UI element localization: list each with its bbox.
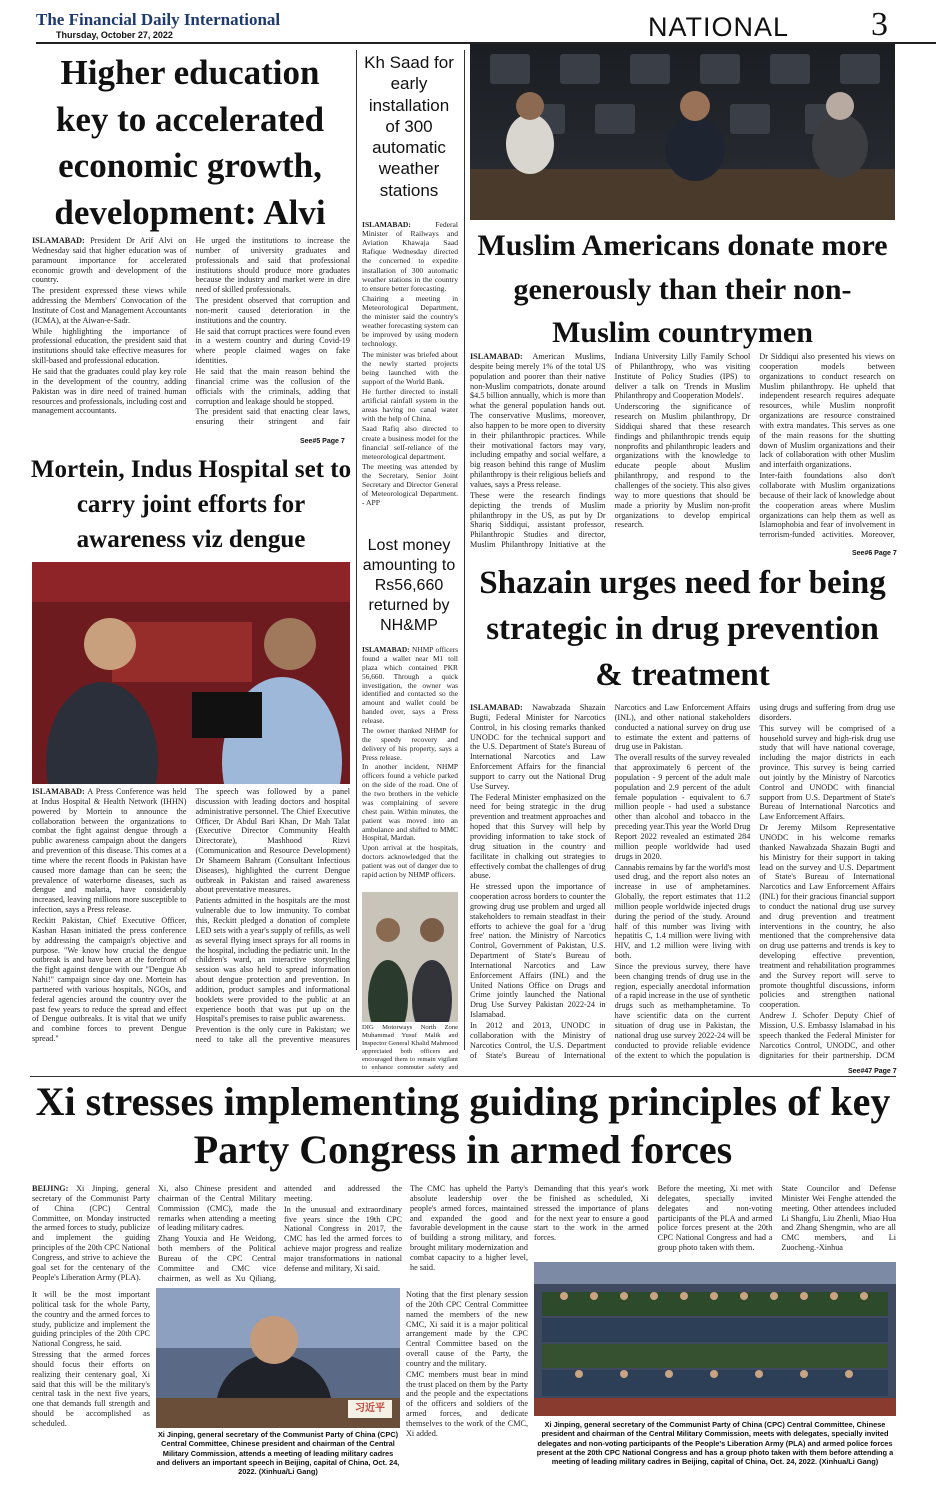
dateline: ISLAMABAD:	[362, 646, 410, 654]
section-rule	[30, 1076, 896, 1077]
paragraph: Patients admitted in the hospitals are the most vulnerable due to low immunity. To combat this, Reckitt pledged a donation of complete LED sets with a year's supply of refills, as well as several flying insect sprays for all rooms in the hospital, including the pediatric unit. In the children's ward, an interactive storytelling session was also held to spread information about dengue protection and prevention. In addition, product samples and informational booklets were provided to the public at an experience booth that was put up on the Hospital's premises to raise public awareness.	[195, 896, 350, 1024]
paragraph: Cannabis remains by far the world's most used drug, and the report also notes an increase in use of amphetamines. Globally, the report estimates that 11.2 million people worldwide injected drugs during the period of the study. Around half of this number was living with hepatitis C, 1.4 million were living with HIV, and 1.2 million were living with both.	[614, 862, 751, 961]
seminar-image	[470, 44, 895, 220]
nhmp-officers-photo	[362, 892, 458, 1022]
paragraph: He said that the main reason behind the financial crime was the collusion of the officials with the criminals, adding that corruption and leakage should be stopped.	[195, 366, 350, 406]
nhmp-caption: DIG Motorways North Zone Muhammad Yusuf Malik and Inspector General Khalid Mahmood appreciated both officers and encouraged them to remain vigilant to enhance commuter safety and	[362, 1024, 458, 1071]
alvi-headline: Higher education key to accelerated economic growth, development: Alvi	[54, 53, 326, 232]
lostmoney-body: ISLAMABAD: NHMP officers found a wallet near M1 toll plaza which contained PKR 56,660. Through a quick investigation, the owner was identified and contacted so the amount and wallet could be handed over, says a Press release. The owner thanked NHMP for the speedy recovery and delivery of his property, says a Press release. In another incident, NHMP officers found a vehicle parked on the side of the road. One of the two brothers in the vehicle was complaining of severe chest pain. Within minutes, the patient was moved into an ambulance and shifted to MMC Hospital, Mardan. Upon arrival at the hospitals, doctors acknowledged that the patient was out of danger due to rapid action by NHMP officers.	[362, 646, 458, 879]
paragraph: The meeting was attended by the Secretary, Senior Joint Secretary and Director General of Meteorological Department. - APP	[362, 461, 458, 508]
paragraph: Andrew J. Schofer Deputy Chief of Mission, U.S. Embassy Islamabad in his speech thanked the Federal Minister for Narcotics Control, UNODC, and other dignitaries for their partnership. DCM	[759, 1011, 895, 1060]
paragraph: Upon arrival at the hospitals, doctors acknowledged that the patient was out of danger due to rapid action by NHMP officers.	[362, 843, 458, 879]
khsaad-body: ISLAMABAD: Federal Minister of Railways and Aviation Khawaja Saad Rafique Wednesday directed the concerned to expedite installation of 300 automatic weather stations in the country to ensure better forecasting. Chairing a meeting in Meteorological Department, the minister said the country's weather forecasting system can be improved by using modern technology. The minister was briefed about the newly started projects being launched with the support of the World Bank. He further directed to install artificial rainfall system in the areas having no canal water with the help of China. Saad Rafiq also directed to create a business model for the financial self-reliance of the meteorological department. The meeting was attended by the Secretary, Senior Joint Secretary and Director General of Meteorological Department. - APP	[362, 220, 458, 508]
ips-seminar-photo	[470, 44, 895, 220]
paragraph: He stressed upon the importance of cooperation across borders to counter the growing drug use problem and urged all stakeholders to remain steadfast in their efforts to achieve the goal for a 'drug free' nation. the Ministry of Narcotics Control, Government of Pakistan, U.S. Department of State's Bureau of International Narcotics and Law Enforcement Affairs (INL) and the United Nations Office on Drugs and Crime jointly launched the National Drug Use Survey Pakistan 2022-24 in Islamabad.	[470, 882, 606, 1020]
press-conference-image	[32, 562, 350, 784]
paragraph: Saad Rafiq also directed to create a business model for the financial self-reliance of the meteorological department.	[362, 424, 458, 461]
mortein-headline: Mortein, Indus Hospital set to carry joint efforts for awareness viz dengue	[30, 456, 352, 553]
muslim-body: ISLAMABAD: American Muslims, despite being merely 1% of the total US population and poorer than their native non-Muslim compatriots, donate around $4.5 billion annually, which is more than what the general population hands out. The conservative Muslims, moreover, also happen to be more open to diversity in their philanthropic practices. While their motivational factors may vary, including empathy and social welfare, a big reason behind this range of Muslim philanthropy is their religious beliefs and values, says a Press release. These were the research findings depicting the trends of Muslim philanthropy in the US, as put by Dr Shariq Siddiqui, assistant professor, Philanthropic Studies and director, Muslim Philanthropy Initiative at the Indiana University Lilly Family School of Philanthropy, who was visiting Institute of Policy Studies (IPS) to deliver a talk on 'Trends in Muslim Philanthropy and Cooperation Models'. Underscoring the significance of research on Muslim philanthropy, Dr Siddiqui shared that these research findings and philanthropic trends equip nonprofits and philanthropic leaders and organizations with the knowledge to educate people about Muslim philanthropy, and respond to the challenges of the society. This also gives way to more questions that should be made a priority by Muslim non-profit organizations to develop empirical research. Dr Siddiqui also presented his views on cooperation models between organizations to conduct research on Muslim philanthropy. He upheld that independent research requires adequate resources, while Muslim nonprofit organizations are resource constrained with extra mandates. This serves as one of the main reasons for the shutting down of Muslim organizations and their lack of collaboration with other Muslim and interfaith organizations. Inter-faith foundations also don't collaborate with Muslim organizations because of their lack of knowledge about the cooperation areas where Muslim organizations can help them as well as Islamophobia and fear of involvement in terrorism-funded activities. Moreover,	[470, 352, 895, 550]
paragraph: The owner thanked NHMP for the speedy recovery and delivery of his property, says a Press release.	[362, 725, 458, 762]
dateline: ISLAMABAD:	[32, 236, 85, 245]
xi-speech-caption: Xi Jinping, general secretary of the Communist Party of China (CPC) Central Committee, Chinese president and chairman of the Central Military Commission, attends a meeting of leading military cadres and delivers an important speech in Beijing, capital of China, Oct. 24, 2022. (Xinhua/Li Gang)	[156, 1430, 400, 1476]
paragraph: The president observed that corruption and non-merit caused deterioration in the institutions and the country.	[195, 296, 350, 325]
dateline: ISLAMABAD:	[470, 703, 523, 712]
column-rule	[464, 50, 465, 1050]
paragraph: Demanding that this year's work be finished as scheduled, Xi stressed the importance of plans for the next year to ensure a good start to the work in the armed forces.	[534, 1184, 649, 1243]
paragraph: Zhang Youxia and He Weidong, both members of the Political Bureau of the CPC Central Committee and CMC vice chairmen, as well as Xu Qiliang, attended and addressed the meeting.	[158, 1184, 402, 1283]
mortein-photo	[32, 562, 350, 784]
paragraph: Chairing a meeting in Meteorological Department, the minister said the country's weather forecasting system can be improved by using modern technology.	[362, 293, 458, 349]
xi-speech-photo	[156, 1288, 400, 1428]
paragraph: He said that the graduates could play key role in the development of the country, adding Pakistan was in dire need of trained human resources and professionals, including cost and management accountants.	[32, 366, 187, 416]
nameplate: 习近平	[355, 1403, 385, 1414]
alvi-body: ISLAMABAD: President Dr Arif Alvi on Wednesday said that higher education was of paramount importance for accelerated economic growth and development of the country. The president expressed these views while addressing the Members' Convocation of the Institute of Cost and Management Accountants (ICMA), at the Aiwan-e-Sadr. While highlighting the importance of professional education, the president said that institutions should take effective measures for skill-based and professional education. He said that the graduates could play key role in the development of the country, adding Pakistan was in dire need of trained human resources and professionals, including cost and management accountants. He urged the institutions to increase the number of university graduates and professionals and said that professional institutions should produce more graduates because the industry and market were in dire need of skilled professionals. The president observed that corruption and non-merit caused deterioration in the institutions and the country. He said that corrupt practices were found even in a western country and during Covid-19 where people claimed wages on fake identities. He said that the main reason behind the financial crime was the collusion of the officials with the criminals, adding that corruption and leakage should be stopped. The president said that enacting clear laws, ensuring their stringent and fair	[32, 236, 350, 436]
xi-body-right	[534, 1184, 896, 1260]
paragraph: While highlighting the importance of professional education, the president said that institutions should take effective measures for skill-based and professional education.	[32, 326, 187, 366]
paragraph: The speech was followed by a panel discussion with leading doctors and hospital administrative personnel. The Chief Executive Officer, Dr Abdul Bari Khan, Dr Mah Talat (Executive Director Community Health Directorate), Mashhood Rizvi (Communication and Resource Development) Dr Shameem Bahram (Consultant Infectious Diseases), highlighted the current Dengue outbreak in Pakistan and raised awareness about preventative measures.	[195, 787, 350, 895]
newspaper-name: The Financial Daily International	[36, 10, 281, 29]
paragraph: Prevention is the only cure in Pakistan; we need to take all the preventive measures	[195, 1025, 350, 1045]
paragraph: These were the research findings depicting the trends of Muslim philanthropy in the US, as put by Dr Shariq Siddiqui, assistant professor, Philanthropic Studies and director, Muslim Philanthropy Initiative at the Indiana University Lilly Family School of Philanthropy, who was visiting Institute of Policy Studies (IPS) to deliver a talk on 'Trends in Muslim Philanthropy and Cooperation Models'.	[470, 352, 751, 550]
alvi-continuation: See#5 Page 7	[300, 438, 345, 445]
paragraph: Noting that the first plenary session of the 20th CPC Central Committee named the members of the new CMC, Xi said it is a major political arrangement made by the CPC Central Committee based on the overall cause of the Party, the country and the military.	[406, 1290, 528, 1368]
dateline: ISLAMABAD:	[470, 352, 523, 361]
paragraph: He further directed to install artificial rainfall system in the areas having no canal water with the help of China.	[362, 386, 458, 424]
paragraph: In 2012 and 2013, UNODC in collaboration with the Ministry of Narcotics Control, the U.S. Department of State's Bureau of International Narcotics and Law Enforcement Affairs (INL), and other national stakeholders conducted a national survey on drug use to estimate the extent and patterns of drug use in Pakistan.	[470, 703, 751, 1060]
lostmoney-headline: Lost money amounting to Rs56,660 returned by NH&MP	[362, 537, 456, 634]
shazain-headline: Shazain urges need for being strategic in drug prevention & treatment	[479, 565, 886, 694]
khsaad-headline: Kh Saad for early installation of 300 automatic weather stations	[364, 53, 454, 200]
paragraph: This survey will be comprised of a household survey and high-risk drug use study that will have national coverage, including the major districts in each province. This survey is being carried out jointly by the Ministry of Narcotics Control and UNODC with financial support from U.S. Department of State's Bureau of International Narcotics and Law Enforcement Affairs.	[759, 723, 895, 822]
paragraph: Xi, also Chinese president and chairman of the Central Military Commission (CMC), made the remarks when attending a meeting of leading military cadres.	[158, 1184, 276, 1233]
paragraph: He urged the institutions to increase the number of university graduates and professionals and said that professional institutions should produce more graduates because the industry and market were in dire need of skilled professionals.	[195, 236, 350, 295]
dateline: ISLAMABAD:	[32, 787, 85, 796]
paragraph: It will be the most important political task for the whole Party, the country and the armed forces to study, publicize and implement the guiding principles of the 20th CPC National Congress, he said.	[32, 1290, 150, 1349]
paragraph: Underscoring the significance of research on Muslim philanthropy, Dr Siddiqui shared that these research findings and philanthropic trends equip nonprofits and philanthropic leaders and organizations with the knowledge to educate people about Muslim philanthropy, and respond to the challenges of the society. This also gives way to more questions that should be made a priority by Muslim non-profit organizations to develop empirical research.	[614, 402, 751, 530]
paragraph: The Federal Minister emphasized on the need for being strategic in the drug prevention and treatment approaches and hoped that this Survey will help by providing information to take stock of drug situation in the country and facilitate in chalking out strategies to effectively combat the challenges of drug abuse.	[470, 792, 606, 881]
paragraph: Stressing that the armed forces should focus their efforts on realizing their centenary goal, Xi said that this will be the military's central task in the next five years, one that demands full strength and should be accomplished as scheduled.	[32, 1350, 150, 1428]
muslim-continuation: See#6 Page 7	[852, 550, 897, 557]
paragraph: The CMC has upheld the Party's absolute leadership over the people's armed forces, maintained and expanded the good and favorable development in the cause of building a strong military, and brought military modernization and combat capacity to a higher level, he said.	[410, 1184, 528, 1272]
paragraph: Before the meeting, Xi met with delegates, specially invited delegates and non-voting participants of the PLA and armed police forces present at the 20th CPC National Congress and had a group photo taken with them.	[657, 1184, 773, 1253]
dateline: ISLAMABAD:	[362, 220, 411, 229]
paragraph: In another incident, NHMP officers found a vehicle parked on the side of the road. One of the two brothers in the vehicle was complaining of severe chest pain. Within minutes, the patient was moved into an ambulance and shifted to MMC Hospital, Mardan.	[362, 762, 458, 843]
shazain-continuation: See#47 Page 7	[848, 1068, 897, 1075]
officers-image	[362, 892, 458, 1022]
masthead	[36, 8, 936, 44]
column-rule	[356, 50, 357, 1050]
paragraph: Dr Jeremy Milsom Representative UNODC in his welcome remarks thanked Nawabzada Shazain Bugti and his Ministry for their support in taking lead on the survey and U.S. Department of State's Bureau of International Narcotics and Law Enforcement Affairs (INL) for their gracious financial support to conduct the national drug use survey and drug prevention and treatment interventions in the country, he also mentioned that the comprehensive data on drug use patterns and trends is key to developing effective prevention, treatment and rehabilitation programmes and the Survey report will serve to promote thoughtful discussions, inform policies and strengthen national cooperation.	[759, 823, 895, 1010]
page-number: 3	[871, 6, 888, 43]
paragraph: Reckitt Pakistan, Chief Executive Officer, Kashan Hasan initiated the press conference by addressing the campaign's objective and purpose. "We know how crucial the dengue outbreak is and have been at the forefront of the fight against dengue with our "Dengue Ab Nahi!" campaign since day one. Mortein has partnered with various hospitals, NGOs, and federal agencies around the country over the past few years to reduce the spread and effect of Dengue outbreaks. It is vital that we unify and combine forces to prevent Dengue spread."	[32, 915, 187, 1044]
shazain-body: ISLAMABAD: Nawabzada Shazain Bugti, Federal Minister for Narcotics Control, in his closing remarks thanked UNODC for the technical support and the U.S. Department of State's Bureau of International Narcotics and Law Enforcement Affairs for the financial support to carry out the National Drug Use Survey. The Federal Minister emphasized on the need for being strategic in the drug prevention and treatment approaches and hoped that this Survey will help by providing information to take stock of drug situation in the country and facilitate in chalking out strategies to effectively combat the challenges of drug abuse. He stressed upon the importance of cooperation across borders to counter the growing drug use problem and urged all stakeholders to remain steadfast in their efforts to achieve the goal for a 'drug free' nation. the Ministry of Narcotics Control, Government of Pakistan, U.S. Department of State's Bureau of International Narcotics and Law Enforcement Affairs (INL) and the United Nations Office on Drugs and Crime jointly launched the National Drug Use Survey Pakistan 2022-24 in Islamabad. In 2012 and 2013, UNODC in collaboration with the Ministry of Narcotics Control, the U.S. Department of State's Bureau of International Narcotics and Law Enforcement Affairs (INL), and other national stakeholders conducted a national survey on drug use to estimate the extent and patterns of drug use in Pakistan. The overall results of the survey revealed that approximately 6 percent of the population - 9 percent of the adult male population and 2.9 percent of the adult female population - equivalent to 6.7 million people - had used a substance other than alcohol and tobacco in the preceding year.This year the World Drug Report 2022 revealed an estimated 284 million people worldwide had used drugs in 2020. Cannabis remains by far the world's most used drug, and the report also notes an increase in use of amphetamines. Globally, the report estimates that 11.2 million people worldwide injected drugs during the period of the study. Around half of this number was living with hepatitis C, 1.4 million were living with HIV, and 1.2 million were living with both. Since the previous survey, there have been changing trends of drug use in the region, especially anecdotal information of a rapid increase in the use of synthetic drugs such as methamphetamine. To have scientific data on the current situation of drug use in Pakistan, the national drug use survey 2022-24 will be conducted to provide reliable evidence of the extent to which the population is using drugs and suffering from drug use disorders. This survey will be comprised of a household survey and high-risk drug use study that will have national coverage, including the major districts in each province. This survey is being carried out jointly by the Ministry of Narcotics Control and UNODC with financial support from U.S. Department of State's Bureau of International Narcotics and Law Enforcement Affairs. Dr Jeremy Milsom Representative UNODC in his welcome remarks thanked Nawabzada Shazain Bugti and his Ministry for their support in taking lead on the survey and U.S. Department of State's Bureau of International Narcotics and Law Enforcement Affairs (INL) for their gracious financial support to conduct the national drug use survey and drug prevention and treatment interventions in the country, he also mentioned that the comprehensive data on drug use patterns and trends is key to developing effective prevention, treatment and rehabilitation programmes and the Survey report will serve to promote thoughtful discussions, inform policies and strengthen national cooperation. Andrew J. Schofer Deputy Chief of Mission, U.S. Embassy Islamabad in his speech thanked the Federal Minister for Narcotics Control, UNODC, and other dignitaries for their partnership. DCM	[470, 703, 895, 1067]
paragraph: CMC members must bear in mind the trust placed on them by the Party and the people and the expectations of the officers and soldiers of the armed forces, and dedicate themselves to the work of the CMC, Xi added.	[406, 1369, 528, 1438]
xi-headline: Xi stresses implementing guiding principles of key Party Congress in armed forces	[35, 1079, 891, 1172]
xi-body-col4	[406, 1290, 528, 1480]
paragraph: The president said that enacting clear laws, ensuring their stringent and fair	[195, 407, 350, 427]
paragraph: He said that corrupt practices were found even in a western country and during Covid-19 where people claimed wages on fake identities.	[195, 326, 350, 366]
xi-body-left: BEIJING: Xi Jinping, general secretary of the Communist Party of China (CPC) Central Committee, on Monday instructed the armed forces to study, publicize and implement the guiding principles of the 20th CPC National Congress, and strive to achieve the goal set for the centenary of the People's Liberation Army (PLA). Xi, also Chinese president and chairman of the Central Military Commission (CMC), made the remarks when attending a meeting of leading military cadres. Zhang Youxia and He Weidong, both members of the Political Bureau of the CPC Central Committee and CMC vice chairmen, as well as Xu Qiliang, attended and addressed the meeting. In the unusual and extraordinary five years since the 19th CPC National Congress in 2017, the CMC has led the armed forces to achieve major progress and realize major transformations in national defense and military, Xi said. The CMC has upheld the Party's absolute leadership over the people's armed forces, maintained and expanded the good and favorable development in the cause of building a strong military, and brought military modernization and combat capacity to a higher level, he said.	[32, 1184, 528, 1283]
paragraph: Inter-faith foundations also don't collaborate with Muslim organizations because of their lack of knowledge about the cooperation areas where Muslim organizations can help them as well as Islamophobia and fear of involvement in terrorism-funded activities. Moreover,	[759, 471, 895, 540]
dateline: BEIJING:	[32, 1184, 69, 1193]
group-photo-image	[534, 1262, 896, 1416]
paragraph: The overall results of the survey revealed that approximately 6 percent of the population - 9 percent of the adult male population and 2.9 percent of the adult female population - equivalent to 6.7 million people - had used a substance other than alcohol and tobacco in the preceding year.This year the World Drug Report 2022 revealed an estimated 284 million people worldwide had used drugs in 2020.	[614, 753, 751, 861]
paragraph: State Councilor and Defense Minister Wei Fenghe attended the meeting. Other attendees included Li Shangfu, Liu Zhenli, Miao Hua and Zhang Shengmin, who are all CMC members, and Li Zuocheng.-Xinhua	[781, 1184, 896, 1253]
paragraph: The minister was briefed about the newly started projects being launched with the support of the World Bank.	[362, 349, 458, 386]
xi-body-col1	[32, 1290, 150, 1480]
section-title: NATIONAL	[648, 12, 790, 42]
mortein-body: ISLAMABAD: A Press Conference was held at Indus Hospital & Health Network (IHHN) powered by Mortein to announce the collaboration between the organizations to combat the fight against dengue through a public awareness campaign about the dangers and prevention of this disease. This comes at a time where the recent floods in Pakistan have caused more damage than can be seen; the prevalence of waterborne diseases, such as dengue and malaria, have considerably increased, leaving millions more susceptible to infection, says a Press release. Reckitt Pakistan, Chief Executive Officer, Kashan Hasan initiated the press conference by addressing the campaign's objective and purpose. "We know how crucial the dengue outbreak is and have been at the forefront of the fight against dengue with our "Dengue Ab Nahi!" campaign since day one. Mortein has partnered with various hospitals, NGOs, and federal agencies around the country over the past few years to reduce the spread and effect of Dengue outbreaks. It is vital that we unify and combine forces to prevent Dengue spread." The speech was followed by a panel discussion with leading doctors and hospital administrative personnel. The Chief Executive Officer, Dr Abdul Bari Khan, Dr Mah Talat (Executive Director Community Health Directorate), Mashhood Rizvi (Communication and Resource Development) Dr Shameem Bahram (Consultant Infectious Diseases), highlighted the current Dengue outbreak in Pakistan and raised awareness about preventative measures. Patients admitted in the hospitals are the most vulnerable due to low immunity. To combat this, Reckitt pledged a donation of complete LED sets with a year's supply of refills, as well as several flying insect sprays for all rooms in the hospital, including the pediatric unit. In the children's ward, an interactive storytelling session was also held to spread information about dengue protection and prevention. In addition, product samples and informational booklets were provided to the public at an experience booth that was put up on the Hospital's premises to raise public awareness. Prevention is the only cure in Pakistan; we need to take all the preventive measures	[32, 787, 350, 1052]
paragraph: Dr Siddiqui also presented his views on cooperation models between organizations to conduct research on Muslim philanthropy. He upheld that independent research requires adequate resources, while Muslim nonprofit organizations are resource constrained with extra mandates. This serves as one of the main reasons for the shutting down of Muslim organizations and their lack of collaboration with other Muslim and interfaith organizations.	[759, 352, 895, 470]
issue-date: Thursday, October 27, 2022	[56, 30, 173, 40]
xi-group-caption: Xi Jinping, general secretary of the Communist Party of China (CPC) Central Committee, Chinese president and chairman of the Central Military Commission, meets with delegates, specially invited delegates and non-voting participants of the People's Liberation Army (PLA) and armed police forces present at the 20th CPC National Congress and has a group photo taken with them before attending a meeting of leading military cadres in Beijing, capital of China, Oct. 24, 2022. (Xinhua/Li Gang)	[536, 1420, 894, 1466]
paragraph: In the unusual and extraordinary five years since the 19th CPC National Congress in 2017, the CMC has led the armed forces to achieve major progress and realize major transformations in national defense and military, Xi said.	[284, 1204, 402, 1273]
paragraph: Since the previous survey, there have been changing trends of drug use in the region, especially anecdotal information of a rapid increase in the use of synthetic drugs such as methamphetamine. To have scientific data on the current situation of drug use in Pakistan, the national drug use survey 2022-24 will be conducted to provide reliable evidence of the extent to which the population is using drugs and suffering from drug use disorders.	[614, 703, 895, 1060]
xi-group-photo	[534, 1262, 896, 1416]
paragraph: The president expressed these views while addressing the Members' Convocation of the Institute of Cost and Management Accountants (ICMA), at the Aiwan-e-Sadr.	[32, 286, 187, 325]
muslim-headline: Muslim Americans donate more generously than their non-Muslim countrymen	[477, 229, 888, 349]
